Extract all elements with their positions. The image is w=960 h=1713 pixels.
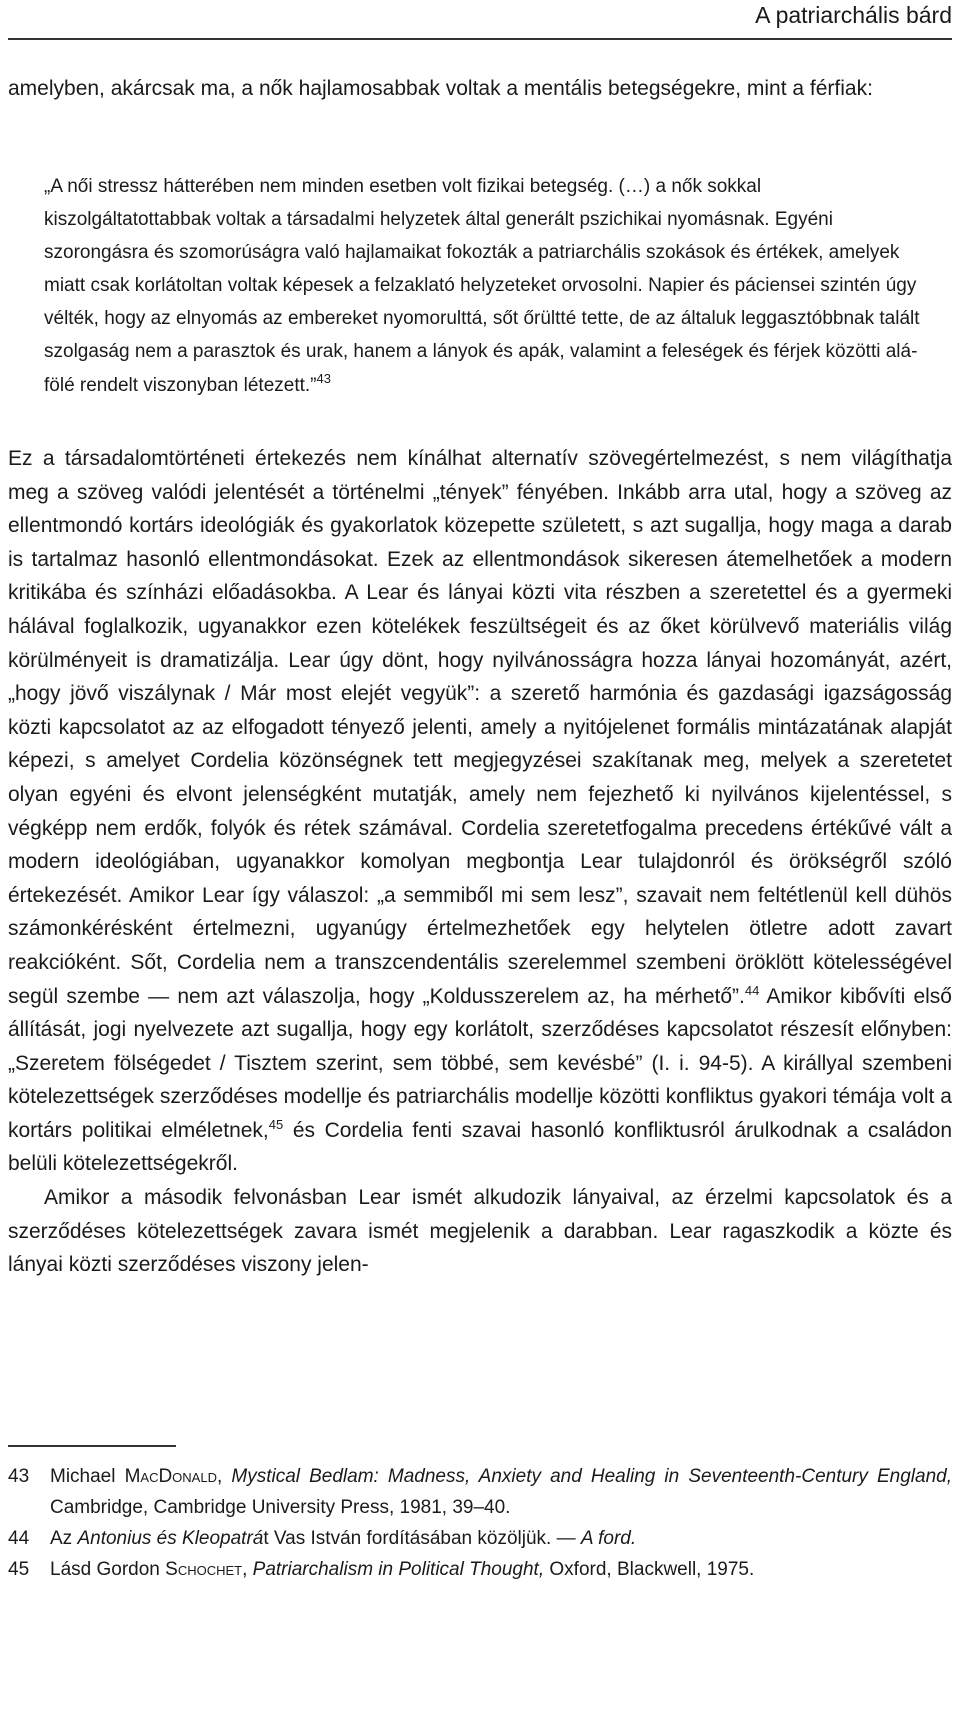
paragraph-1-part-c: és Cordelia fenti szavai hasonló konfliktusról árulkodnak a családon belüli kötelezettségekről.: [8, 1118, 952, 1176]
header-rule: [8, 38, 952, 40]
block-quote: [44, 170, 920, 402]
lead-text: amelyben, akárcsak ma, a nők hajlamosabbak voltak a mentális betegségekre, mint a férfiak:: [8, 77, 873, 100]
footnote-separator: ,: [216, 1466, 232, 1487]
footnote-publication: Cambridge, Cambridge University Press, 1981, 39–40.: [50, 1497, 511, 1518]
paragraph-2: Amikor a második felvonásban Lear ismét alkudozik lányaival, az érzelmi kapcsolatok és a szerződéses kötelezettségek zavara ismét megjelenik a darabban. Lear ragaszkodik a közte és lányai közti szerződéses viszony jelen-: [8, 1186, 952, 1277]
footnote-publication: Oxford, Blackwell, 1975.: [544, 1559, 755, 1580]
footnote-text: [50, 1461, 952, 1523]
quote-paragraph: [44, 170, 920, 402]
footnote-title: Patriarchalism in Political Thought,: [252, 1559, 545, 1580]
footnote-author-last: Schochet: [165, 1559, 243, 1580]
paragraph-1-part-a: Ez a társadalomtörténeti értekezés nem kínálhat alternatív szövegértelmezést, s nem világíthatja meg a szöveg valódi jelentését a történelmi „tények” fényében. Inkább arra utal, hogy a szöveg az ellentmondó kortárs ideológiák és gyakorlatok közepette született, s azt sugallja, hogy maga a darab is tartalmaz hasonló ellentmondásokat. Ezek az ellentmondások sikeresen átemelhetőek a modern kritikába és színházi előadásokba. A Lear és lányai közti vita részben a szeretettel és a gyermeki hálával foglalkozik, ugyanakkor ezen kötelékek feszültségeit és az őket körülvevő materiális világ körülményeit is dramatizálja. Lear úgy dönt, hogy nyilvánosságra hozza lányai hozományát, azért, „hogy jövő viszálynak / Már most elejét vegyük”: a szerető harmónia és gazdasági igazságosság közti kapcsolatot az az elfogadott tényező jelenti, amely a nyitójelenet formális mintázatának alapját képezi, s amelyet Cordelia közönségnek tett megjegyzései szakítanak meg, melyek a szeretetet olyan egyéni és elvont jelenségként mutatják, amely nem fejezhető ki nyilvános kijelentéssel, s végképp nem erdők, folyók és rétek számával. Cordelia szeretetfogalma precedens értékűvé vált a modern ideológiában, ugyanakkor komolyan megbontja Lear tulajdonról és örökségről szóló értekezését. Amikor Lear így válaszol: „a semmiből mi sem lesz”, szavait nem feltétlenül kell dühös számonkérésként értelmezni, ugyanúgy értelmezhetőek egy helytelen ötletre adott zavart reakcióként. Sőt, Cordelia nem a transzcendentális szerelemmel szembeni öröklött kötelességével segül szembe — nem azt válaszolja, hogy „Koldusszerelem az, ha mérhető”.: [8, 447, 952, 1008]
footnote-number: 45: [8, 1559, 30, 1580]
footnote-number: 43: [8, 1466, 30, 1487]
footnote-45: [8, 1554, 952, 1585]
footnote-author-first: Lásd Gordon: [50, 1559, 166, 1580]
footnote-number: 44: [8, 1528, 30, 1549]
footnote-text: [50, 1523, 952, 1554]
footnote-43: [8, 1461, 952, 1523]
footnote-author-last: MacDonald: [124, 1466, 217, 1487]
main-text: [8, 442, 952, 1282]
footnote-ref-45[interactable]: 45: [268, 1116, 284, 1132]
paragraph-1: [8, 442, 952, 1181]
footnote-rule: [8, 1445, 176, 1447]
footnote-translator-tag: A ford.: [580, 1528, 637, 1549]
footnote-title: Antonius és Kleopatrá: [77, 1528, 264, 1549]
footnote-separator: ,: [242, 1559, 253, 1580]
footnote-text: [50, 1554, 952, 1585]
running-head: A patriarchális bárd: [755, 2, 952, 28]
lead-paragraph: [8, 72, 952, 106]
footnotes: [8, 1461, 952, 1585]
footnote-prefix: Az: [50, 1528, 78, 1549]
quote-text: „A női stressz hátterében nem minden esetben volt fizikai betegség. (…) a nők sokkal kiszolgáltatottabbak voltak a társadalmi helyzetek által generált pszichikai nyomásnak. Egyéni szorongásra és szomorúságra való hajlamaikat fokozták a patriarchális szokások és értékek, amelyek miatt csak korlátoltan voltak képesek a felzaklató helyzeteket orvosolni. Napier és páciensei szintén úgy vélték, hogy az elnyomás az embereket nyomorulttá, sőt őrültté tette, de az általuk leggasztóbbnak talált szolgaság nem a parasztok és urak, hanem a lányok és apák, valamint a feleségek és férjek közötti alá-fölé rendelt viszonyban létezett.”: [44, 176, 920, 396]
footnote-author-first: Michael: [50, 1466, 125, 1487]
footnote-title: Mystical Bedlam: Madness, Anxiety and Healing in Seventeenth-Century England,: [231, 1466, 952, 1487]
footnote-44: [8, 1523, 952, 1554]
footnote-ref-44[interactable]: 44: [744, 982, 760, 998]
footnote-middle: t Vas István fordításában közöljük. —: [263, 1528, 581, 1549]
footnote-ref-43[interactable]: 43: [316, 370, 331, 386]
paragraph-1-part-b: Amikor kibővíti első állítását, jogi nyelvezete azt sugallja, hogy egy korlátolt, szerződéses kapcsolatot részesít előnyben: „Szeretem fölségedet / Tisztem szerint, sem többé, sem kevésbé” (I. i. 94-5). A királlyal szembeni kötelezettségek szerződéses modellje és patriarchális modellje közötti konfliktus gyakori témája volt a kortárs politikai elméletnek,: [8, 984, 952, 1142]
